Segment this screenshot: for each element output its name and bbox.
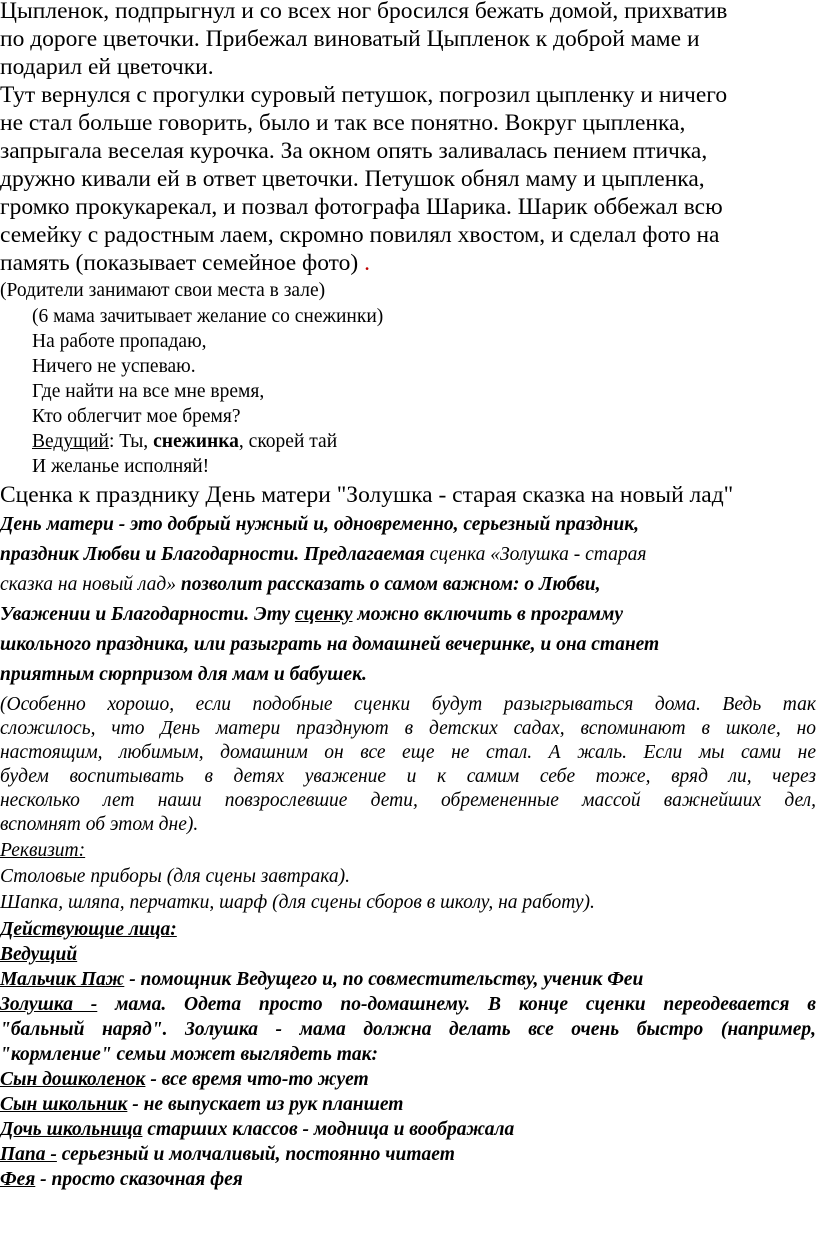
intro-bold: можно включить в программу bbox=[352, 604, 624, 625]
story-line: Тут вернулся с прогулки суровый петушок, погрозил цыпленку и ничего bbox=[0, 82, 728, 108]
cast-name: Сын школьник bbox=[0, 1094, 128, 1115]
red-period: . bbox=[364, 250, 370, 276]
cast-title: Действующие лица: bbox=[0, 919, 177, 940]
note-line: настоящим, любимым, домашним он все еще не стал. А жаль. Если мы сами не bbox=[0, 742, 816, 763]
cast-desc-line: "кормление" семьи может выглядеть так: bbox=[0, 1044, 379, 1065]
host-text-1: : Ты, bbox=[108, 431, 154, 452]
cast-dad bbox=[0, 1144, 455, 1166]
note-line: несколько лет наши повзрослевшие дети, обремененные массой важнейших дел, bbox=[0, 790, 816, 811]
poem-final-line: И желанье исполняй! bbox=[32, 456, 210, 477]
cast-name: Сын дошколенок bbox=[0, 1069, 146, 1090]
cast-son-schoolboy bbox=[0, 1094, 403, 1116]
cast-desc-line: "бальный наряд". Золушка - мама должна делать все очень быстро (например, bbox=[0, 1019, 816, 1040]
cast-name: Мальчик Паж bbox=[0, 969, 125, 990]
cast-cinderella bbox=[0, 994, 816, 1016]
intro-italic: сказка на новый лад» bbox=[0, 574, 177, 595]
story-line: Цыпленок, подпрыгнул и со всех ног бросился бежать домой, прихватив bbox=[0, 0, 728, 24]
poem-line: Где найти на все мне время, bbox=[32, 381, 265, 402]
cast-name: Папа - bbox=[0, 1144, 57, 1165]
poem-line: Кто облегчит мое бремя? bbox=[32, 406, 241, 427]
cast-desc: - просто сказочная фея bbox=[35, 1169, 243, 1190]
intro-bold: позволит рассказать о самом важном: о Любви, bbox=[176, 574, 601, 595]
props-item: Шапка, шляпа, перчатки, шарф (для сцены сборов в школу, на работу). bbox=[0, 892, 595, 913]
host-text-2: , скорей тай bbox=[238, 431, 338, 452]
intro-bold: Уважении и Благодарности. Эту bbox=[0, 604, 295, 625]
intro-italic: сценка «Золушка - старая bbox=[424, 544, 647, 565]
intro-line: школьного праздника, или разыграть на домашней вечеринке, и она станет bbox=[0, 634, 660, 655]
cast-host: Ведущий bbox=[0, 944, 78, 965]
cast-desc: серьезный и молчаливый, постоянно читает bbox=[56, 1144, 455, 1165]
intro-line: День матери - это добрый нужный и, одновременно, серьезный праздник, bbox=[0, 514, 639, 535]
stage-direction-wish: (6 мама зачитывает желание со снежинки) bbox=[32, 306, 384, 327]
snowflake-word: снежинка bbox=[153, 431, 239, 452]
cast-desc: - помощник Ведущего и, по совместительству, ученик Феи bbox=[124, 969, 644, 990]
note-line: (Особенно хорошо, если подобные сценки будут разыгрываться дома. Ведь так bbox=[0, 694, 816, 715]
host-line bbox=[32, 431, 337, 453]
note-line: сложилось, что День матери празднуют в детских садах, вспоминают в школе, но bbox=[0, 718, 816, 739]
story-line: дружно кивали ей в ответ цветочки. Петушок обнял маму и цыпленка, bbox=[0, 166, 705, 192]
intro-underlined-word: сценку bbox=[294, 604, 353, 625]
props-title: Реквизит: bbox=[0, 840, 86, 861]
poem-line: На работе пропадаю, bbox=[32, 331, 207, 352]
intro-line bbox=[0, 574, 600, 596]
cast-page-boy bbox=[0, 969, 643, 991]
story-last-text: память (показывает семейное фото) bbox=[0, 250, 359, 276]
props-item: Столовые приборы (для сцены завтрака). bbox=[0, 866, 350, 887]
intro-bold: праздник Любви и Благодарности. Предлагаемая bbox=[0, 544, 425, 565]
note-line: вспомнят об этом дне). bbox=[0, 814, 199, 835]
cast-name: Дочь школьница bbox=[0, 1119, 143, 1140]
story-line: семейку с радостным лаем, скромно повилял хвостом, и сделал фото на bbox=[0, 222, 720, 248]
note-line: будем воспитывать в детях уважение и к самим себе тоже, вряд ли, через bbox=[0, 766, 816, 787]
cast-desc: мама. Одета просто по-домашнему. В конце сценки переодевается в bbox=[97, 994, 816, 1015]
poem-line: Ничего не успеваю. bbox=[32, 356, 196, 377]
story-line: громко прокукарекал, и позвал фотографа Шарика. Шарик оббежал всю bbox=[0, 194, 723, 220]
cast-fairy bbox=[0, 1169, 243, 1191]
host-label: Ведущий bbox=[32, 431, 109, 452]
stage-direction-parents: (Родители занимают свои места в зале) bbox=[0, 280, 326, 301]
cast-son-preschooler bbox=[0, 1069, 369, 1091]
intro-line bbox=[0, 604, 623, 626]
cast-name: Золушка - bbox=[0, 994, 98, 1015]
story-line: не стал больше говорить, было и так все понятно. Вокруг цыпленка, bbox=[0, 110, 686, 136]
cast-name: Фея bbox=[0, 1169, 36, 1190]
story-last-line bbox=[0, 250, 370, 277]
cast-desc: старших классов - модница и воображала bbox=[142, 1119, 515, 1140]
cast-desc: - не выпускает из рук планшет bbox=[127, 1094, 404, 1115]
intro-line bbox=[0, 544, 646, 566]
story-line: по дороге цветочки. Прибежал виноватый Цыпленок к доброй маме и bbox=[0, 26, 700, 52]
cast-desc: - все время что-то жует bbox=[145, 1069, 369, 1090]
intro-line: приятным сюрпризом для мам и бабушек. bbox=[0, 664, 367, 685]
cast-daughter bbox=[0, 1119, 514, 1141]
scene-title: Сценка к празднику День матери "Золушка - старая сказка на новый лад" bbox=[0, 482, 734, 508]
story-line: подарил ей цветочки. bbox=[0, 54, 214, 80]
story-line: запрыгала веселая курочка. За окном опять заливалась пением птичка, bbox=[0, 138, 708, 164]
